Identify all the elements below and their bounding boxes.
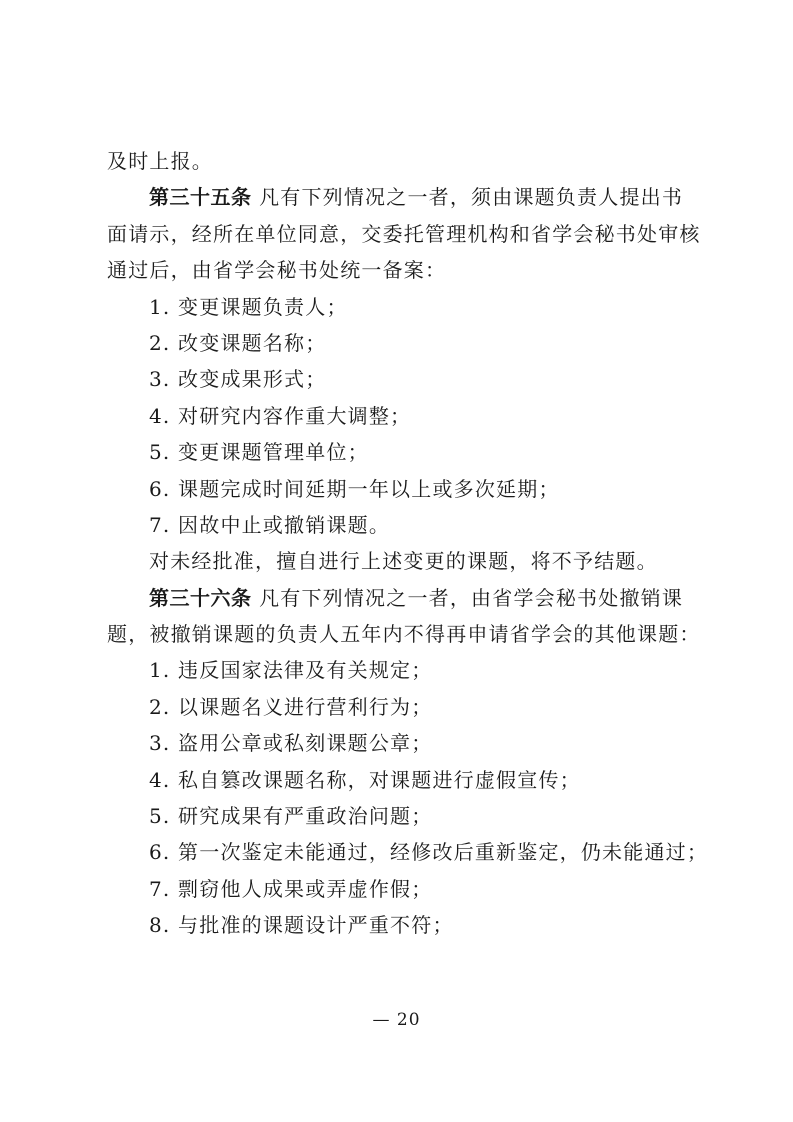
article-title: 第三十五条 (149, 185, 252, 210)
line-text: 面请示，经所在单位同意，交委托管理机构和省学会秘书处审核 (107, 221, 701, 246)
text-line (107, 216, 701, 252)
line-text: 2. 以课题名义进行营利行为； (149, 694, 433, 719)
list-item (107, 725, 692, 761)
line-text: 6. 课题完成时间延期一年以上或多次延期； (149, 476, 560, 501)
list-item (107, 471, 692, 507)
document-body (107, 143, 709, 944)
line-text: 7. 剽窃他人成果或弄虚作假； (149, 876, 433, 901)
line-text: 凡有下列情况之一者，由省学会秘书处撤销课 (259, 585, 684, 610)
page-number: — 20 (372, 1010, 421, 1030)
line-text: 题，被撤销课题的负责人五年内不得再申请省学会的其他课题： (107, 622, 701, 647)
line-text: 8. 与批准的课题设计严重不符； (149, 913, 454, 938)
list-item (107, 652, 692, 688)
line-text: 3. 改变成果形式； (149, 367, 327, 392)
text-line (107, 543, 692, 579)
line-text: 1. 变更课题负责人； (149, 294, 348, 319)
line-text: 4. 对研究内容作重大调整； (149, 403, 412, 428)
text-line (107, 252, 692, 288)
list-item (107, 434, 692, 470)
text-line (107, 616, 701, 652)
line-text: 通过后，由省学会秘书处统一备案： (107, 258, 447, 283)
list-item (107, 834, 709, 870)
article-36-heading-line (107, 580, 692, 616)
line-text: 7. 因故中止或撤销课题。 (149, 512, 391, 537)
line-text: 1. 违反国家法律及有关规定； (149, 658, 433, 683)
line-text: 3. 盗用公章或私刻课题公章； (149, 731, 433, 756)
list-item (107, 689, 692, 725)
line-text: 5. 研究成果有严重政治问题； (149, 804, 433, 829)
line-text: 6. 第一次鉴定未能通过，经修改后重新鉴定，仍未能通过； (149, 840, 709, 865)
list-item (107, 289, 692, 325)
list-item (107, 361, 692, 397)
line-text: 对未经批准，擅自进行上述变更的课题，将不予结题。 (149, 549, 658, 574)
list-item (107, 398, 692, 434)
line-text: 凡有下列情况之一者，须由课题负责人提出书 (259, 185, 684, 210)
text-line (107, 143, 692, 179)
article-title: 第三十六条 (149, 585, 252, 610)
list-item (107, 907, 692, 943)
list-item (107, 507, 692, 543)
line-text: 及时上报。 (107, 149, 213, 173)
article-35-heading-line (107, 179, 692, 215)
list-item (107, 871, 692, 907)
list-item (107, 325, 692, 361)
line-text: 2. 改变课题名称； (149, 330, 327, 355)
line-text: 5. 变更课题管理单位； (149, 440, 369, 465)
list-item (107, 762, 692, 798)
line-text: 4. 私自篡改课题名称，对课题进行虚假宣传； (149, 767, 581, 792)
list-item (107, 798, 692, 834)
